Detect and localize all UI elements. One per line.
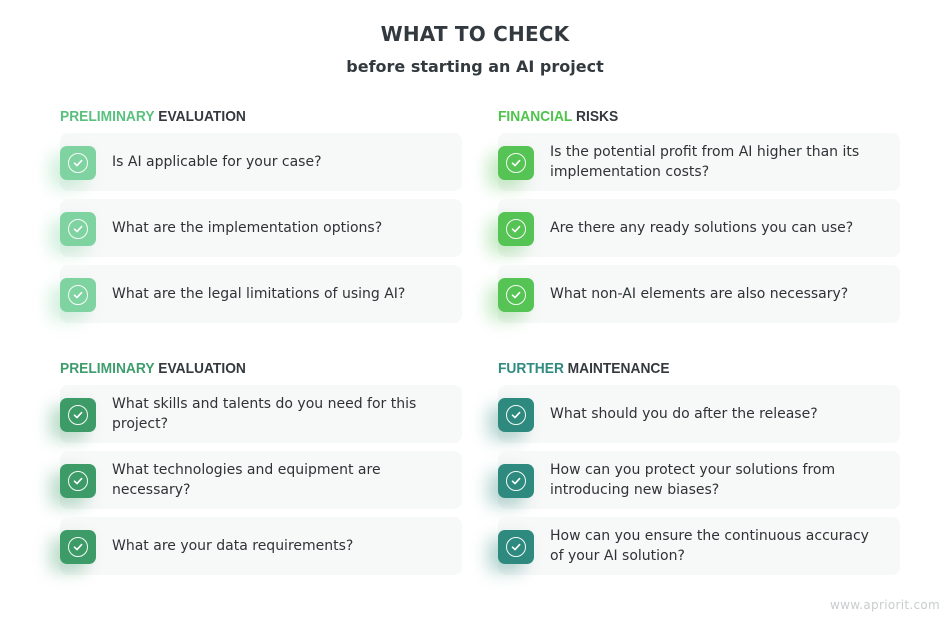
check-badge xyxy=(498,146,534,180)
checklist-item xyxy=(498,451,900,509)
check-badge xyxy=(60,530,96,564)
checklist-item-text: What should you do after the release? xyxy=(550,406,818,422)
section-heading-accent: PRELIMINARY xyxy=(60,108,155,125)
checklist-item xyxy=(498,385,900,443)
checklist-item xyxy=(60,265,462,323)
checklist-item-text: What skills and talents do you need for this project? xyxy=(112,396,417,432)
check-badge xyxy=(60,398,96,432)
checklist-item xyxy=(498,199,900,257)
section-financial-risks xyxy=(498,107,900,323)
check-icon xyxy=(72,157,84,169)
check-icon xyxy=(72,475,84,487)
section-preliminary-evaluation-2 xyxy=(60,359,462,575)
check-icon xyxy=(72,289,84,301)
checklist-item-text: What non-AI elements are also necessary? xyxy=(550,286,849,302)
checklist-item xyxy=(498,265,900,323)
section-heading-accent: FINANCIAL xyxy=(498,108,573,125)
check-badge xyxy=(498,278,534,312)
checklist-item xyxy=(498,517,900,575)
checklist-item xyxy=(498,133,900,191)
checklist-item-text: Is AI applicable for your case? xyxy=(112,154,322,170)
checklist-item xyxy=(60,451,462,509)
watermark: www.apriorit.com xyxy=(830,598,940,612)
check-badge xyxy=(60,212,96,246)
section-preliminary-evaluation xyxy=(60,107,462,323)
check-badge xyxy=(498,530,534,564)
check-icon xyxy=(72,541,84,553)
checklist-item xyxy=(60,133,462,191)
checklist-item-text: What technologies and equipment are necessary? xyxy=(112,462,381,498)
section-heading-rest: EVALUATION xyxy=(158,360,246,377)
check-badge xyxy=(60,278,96,312)
check-icon xyxy=(510,475,522,487)
section-heading xyxy=(498,359,868,379)
check-icon xyxy=(510,223,522,235)
check-icon xyxy=(510,157,522,169)
check-icon xyxy=(72,409,84,421)
checklist-item-text: What are the implementation options? xyxy=(112,220,383,236)
section-heading-accent: PRELIMINARY xyxy=(60,360,155,377)
check-icon xyxy=(510,409,522,421)
section-heading xyxy=(498,107,868,127)
checklist-item-text: Are there any ready solutions you can use? xyxy=(550,220,854,236)
checklist-item xyxy=(60,385,462,443)
check-badge xyxy=(60,464,96,498)
section-heading-rest: RISKS xyxy=(576,108,619,125)
checklist-item xyxy=(60,517,462,575)
check-badge xyxy=(498,464,534,498)
checklist-item-text: What are your data requirements? xyxy=(112,538,354,554)
section-heading-accent: FURTHER xyxy=(498,360,564,377)
section-further-maintenance xyxy=(498,359,900,575)
page-title: WHAT TO CHECK xyxy=(380,22,570,46)
check-icon xyxy=(72,223,84,235)
section-heading xyxy=(60,107,430,127)
check-badge xyxy=(498,212,534,246)
checklist-item-text: How can you protect your solutions from introducing new biases? xyxy=(550,462,836,498)
section-heading-rest: MAINTENANCE xyxy=(567,360,670,377)
checklist-item xyxy=(60,199,462,257)
checklist-item-text: How can you ensure the continuous accuracy of your AI solution? xyxy=(550,528,869,564)
page-subtitle: before starting an AI project xyxy=(346,57,604,76)
check-icon xyxy=(510,289,522,301)
section-heading-rest: EVALUATION xyxy=(158,108,246,125)
check-icon xyxy=(510,541,522,553)
checklist-item-text: Is the potential profit from AI higher than its implementation costs? xyxy=(550,144,860,180)
checklist-item-text: What are the legal limitations of using AI? xyxy=(112,286,406,302)
check-badge xyxy=(498,398,534,432)
check-badge xyxy=(60,146,96,180)
section-heading xyxy=(60,359,430,379)
